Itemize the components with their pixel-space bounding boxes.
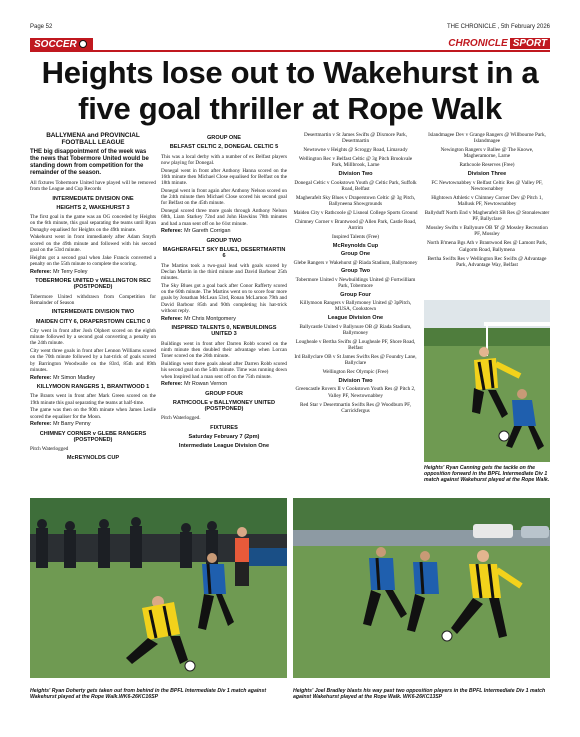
fixture-line: Ird Ballyclare OB v St James Swifts Res @ Foundry Lane, Ballyclare (294, 354, 417, 367)
fixture-line: Magherafelt Sky Blues v Draperstown Celtic @ 3g Pitch, Ballyneena Showgrounds (295, 194, 416, 208)
fixture-line: Ballyduff North End v Magherafelt SB Res @ Stonalewater PF, Ballyclare (424, 209, 550, 223)
match-heading: MAIDEN CITY 6, DRAPERSTOWN CELTIC 0 (35, 318, 151, 325)
fixture-line: Glebe Rangers v Wakehurst @ Riada Stadium, Ballymoney (293, 259, 418, 266)
league-heading: BALLYMENA and PROVINCIAL FOOTBALL LEAGUE (46, 132, 140, 146)
fixture-line: Rathcoole Reserves (Free) (459, 162, 515, 169)
fixture-line: FC Newtownabbey v Belfast Celtic Res @ Valley PF, Newtownabbey (431, 179, 543, 192)
fixture-line: Wellington Rec Olympic (Free) (322, 369, 389, 376)
paragraph: Donegal scored three more goals through Anthony Nelson 68th, Liam Starkey 72nd and John Hawkins 78th minutes and had a man sent off on he 61st minute. (161, 208, 287, 227)
photo-bradley (293, 498, 550, 678)
match-heading: CHIMNEY CORNER v GLEBE RANGERS (POSTPONED) (39, 430, 147, 443)
referee-line: Referee: Mr Terry Foley (30, 268, 88, 275)
referee-line: Referee: Mr Chris Montgomery (161, 315, 236, 322)
division-heading: Division Two (338, 171, 373, 178)
match-heading: RATHCOOLE v BALLYMONEY UNITED (POSTPONED) (172, 399, 276, 413)
fixture-line: Inspired Talents (Free) (331, 234, 380, 241)
group-heading: GROUP TWO (206, 237, 242, 244)
headline: Heights lose out to Wakehurst in a five goal thriller at Rope Walk (41, 55, 539, 126)
cup-heading: McREYNOLDS CUP (66, 455, 120, 462)
group-heading: Group Four (340, 291, 371, 298)
cup-heading: McReynolds Cup (332, 242, 379, 249)
fixture-line: Ballycastle United v Ballynure OB @ Riada Stadium, Ballymoney (299, 323, 412, 336)
match-heading: BELFAST CELTIC 2, DONEGAL CELTIC 5 (169, 144, 279, 151)
division-heading: INTERMEDIATE DIVISION TWO (51, 309, 135, 316)
photo-tackle-illustration (424, 300, 550, 462)
group-heading: GROUP FOUR (205, 390, 243, 397)
paper-date: THE CHRONICLE , 5th February 2026 (446, 24, 550, 30)
fixtures-league: Intermediate League Division One (178, 443, 270, 450)
fixture-line: Islandmagee Dev v Grange Rangers @ Willbourne Park, Islandmagee (428, 132, 546, 145)
paragraph: Pitch Waterlogged (30, 446, 69, 453)
paragraph: Pitch Waterlogged. (161, 415, 201, 422)
match-heading: HEIGHTS 2, WAKEHURST 3 (56, 204, 130, 211)
referee-line: Referee: Mr Gareth Corrigan (161, 228, 231, 235)
fixtures-date: Saturday February 7 (2pm) (188, 434, 260, 440)
paragraph: Tobermore United withdrawn from Competition for Remainder of Season (30, 293, 156, 306)
column-1 (30, 132, 156, 465)
photo-tackle (424, 300, 550, 462)
fixture-line: Wellington Rec v Belfast Celtic @ 3g Pitch Brookvale Park, Millbrook, Larne (298, 156, 413, 169)
match-heading: INSPIRED TALENTS 0, NEWBUILDINGS UNITED 3 (171, 325, 277, 338)
brand-chronicle: CHRONICLE (448, 38, 508, 49)
fixture-line: Red Star v Desertmartin Swifts Res @ Woodburn PF, Carrickfergus (300, 401, 411, 414)
fixture-line: Tobermore United v Newbuildings United @ Fortwilliam Park, Tobermore (295, 276, 416, 289)
paragraph: Heights got a second goal when Jake Francis converted a penalty on the 55th minute to complete the scoring. (30, 254, 156, 268)
paragraph: Buildings went in front after Darren Robb scored on the ninth minute then doubled their advantage when Lorcan Toner scored on the 26th minute. (161, 340, 287, 360)
section-band (30, 36, 550, 52)
brand-logo (448, 38, 550, 49)
page-number: Page 52 (30, 24, 53, 30)
photo-bradley-caption: Heights' Joel Bradley blasts his way past two opposition players in the BPFL Intermediate Div 1 match against Wakehurst played at the Rope Walk. WK6-26KC13SP (293, 688, 546, 701)
section-label: SOCCER (30, 38, 93, 50)
fixture-line: Mossley Swifts v Ballynure OB 'B' @ Mossley Recreation PF, Mossley (426, 225, 548, 238)
fixture-line: Newington Rangers v Ballee @ The Knowe, Magheramorne, Larne (440, 147, 534, 160)
paragraph: Donegal went in front again after Anthony Nelson scored on the 24th minute then Michael Close scored his second goal for Belfast on the 45th minute. (161, 187, 287, 207)
fixture-line: Lougheale v Bertha Swifts @ Lougheale PF, Shore Road, Belfast (295, 338, 416, 352)
referee-line: Referee: Mr Barry Penny (30, 421, 91, 428)
fixture-line: Bertha Swifts Res v Wellington Rec Swifts @ Advantage Park, Advantage Way, Belfast (427, 255, 547, 268)
match-heading: KILLYMOON RANGERS 1, BRANTWOOD 1 (36, 383, 150, 390)
photo-doherty-caption: Heights' Ryan Doherty gets taken out from behind in the BPFL Intermediate Div 1 match against Wakehurst played at the Rope Walk.WK6-26KC16SP (30, 688, 267, 701)
fixture-line: Newtowne v Heights @ Scroggy Road, Limavady (303, 147, 408, 154)
division-heading: Division Three (467, 171, 507, 178)
paragraph: The Sky Blues got a goal back after Conor Rafferty scored on the 60th minute. The Martins went on to score four more goals by Jonathan McLean 53rd, Ronan McLarnon 79th and David Barbour 85th and 90th completing his hat-trick without reply. (161, 282, 287, 315)
paragraph: This was a local derby with a number of ex Belfast players now playing for Donegal. (161, 153, 287, 166)
division-heading: INTERMEDIATE DIVISION ONE (52, 195, 134, 202)
group-heading: Group One (340, 251, 371, 258)
match-heading: MAGHERAFELT SKY BLUE1, DESERTMARTIN 6 (162, 247, 286, 260)
photo-doherty-illustration (30, 498, 287, 678)
group-heading: GROUP ONE (206, 135, 242, 141)
fixture-line: Maiden City v Rathcoole @ Lisneal College Sports Ground (293, 209, 418, 216)
paragraph: All fixtures Tobermore United have played will be removed from the League and Cup Records (30, 180, 156, 193)
fixture-line: Killymoon Rangers v Ballymoney United @ 3pPitch, MUSA, Cookstown (299, 300, 412, 313)
referee-line: Referee: Mr Simon Madley (30, 374, 96, 381)
paragraph: City went three goals in front after Lennon Williams scored on the 70th minute followed by a hat-trick of goals scored by Barrington Woodwalle on the 83rd, 85th and 89th minutes. (30, 348, 156, 373)
paragraph: Donegal went in front after Anthony Hanna scored on the 16th minute then Michael Close equalised for Belfast on the 18th minute. (161, 167, 287, 187)
paragraph: The Martins took a two-goal lead with goals scored by Declan Martin in the third minute and David Barbour 25th minutes. (161, 262, 287, 282)
group-heading: Group Two (340, 268, 371, 275)
referee-line: Referee: Mr Rowan Vernon (161, 381, 228, 388)
photo-bradley-illustration (293, 498, 550, 678)
paragraph: The game was then on the 90th minute when James Leslie scored the equaliser for the Moon. (30, 407, 156, 420)
paragraph: Buildings went three goals ahead after Darren Robb scored his second goal on the 54th minute. Time was running down when Inspired had a man sent off on the 75th minute. (161, 360, 287, 380)
column-2 (161, 132, 287, 453)
fixtures-heading: FIXTURES (210, 424, 238, 431)
fixture-line: Hightown Athletic v Chimney Corner Dev @ Pitch 1, Mallusk PF, Newtownabbey (431, 194, 543, 208)
intro-paragraph: THE big disappointment of the week was the news that Tobermore United would be standing down from competition for the remainder of the season. (30, 149, 149, 176)
division-heading: League Division One (327, 315, 384, 322)
match-heading: TOBERMORE UNITED v WELLINGTON REC (POSTPONED) (35, 278, 151, 291)
fixture-line: Desertmartin v St James Swifts @ Dixmore Park, Desertmartin (303, 132, 408, 145)
paragraph: Wakehurst went in front immediately after Adam Smyth scored on the 49th minute and followed with his second goal on the 53rd minute. (30, 234, 156, 254)
fixture-line: Chimney Corner v Brantwood @ Allen Park, Castle Road, Antrim (294, 218, 417, 232)
running-header (30, 24, 550, 34)
paragraph: The first goal in the game was an OG conceded by Heights on the 6th minute, this goal separating the teams until Ryan Donaghy equalised for Heights on the 49th minute. (30, 214, 156, 233)
football-icon (79, 40, 87, 48)
fixture-line: Greencastle Rovers II v Cookstown Youth Res @ Pitch 2, Valley PF, Newtownabbey (295, 386, 416, 399)
fixture-line: Donegal Celtic v Cookstown Youth @ Celtic Park, Suffolk Road, Belfast (294, 179, 417, 192)
column-3 (293, 132, 418, 417)
column-4 (424, 132, 550, 271)
photo-doherty (30, 498, 287, 678)
division-heading: Division Two (338, 378, 373, 385)
brand-sport: SPORT (510, 38, 550, 49)
paragraph: City went in front after Josh Olphert scored on the eighth minute followed by a second goal converting a penalty on the 24th minute. (30, 327, 156, 347)
photo-tackle-caption: Heights' Ryan Canning gets the tackle on the opposition forward in the BPFL Intermediate Div 1 match against Wakehurst played at the Rope Walk. (424, 465, 550, 484)
paragraph: The Brants went in front after Mark Green scored on the 19th minute this goal separating the teams at half-time. (30, 393, 156, 406)
fixture-line: North B'mena Bgs Ath v Brantwood Res @ Lamont Park, Galgorm Road, Ballymena (426, 240, 548, 253)
